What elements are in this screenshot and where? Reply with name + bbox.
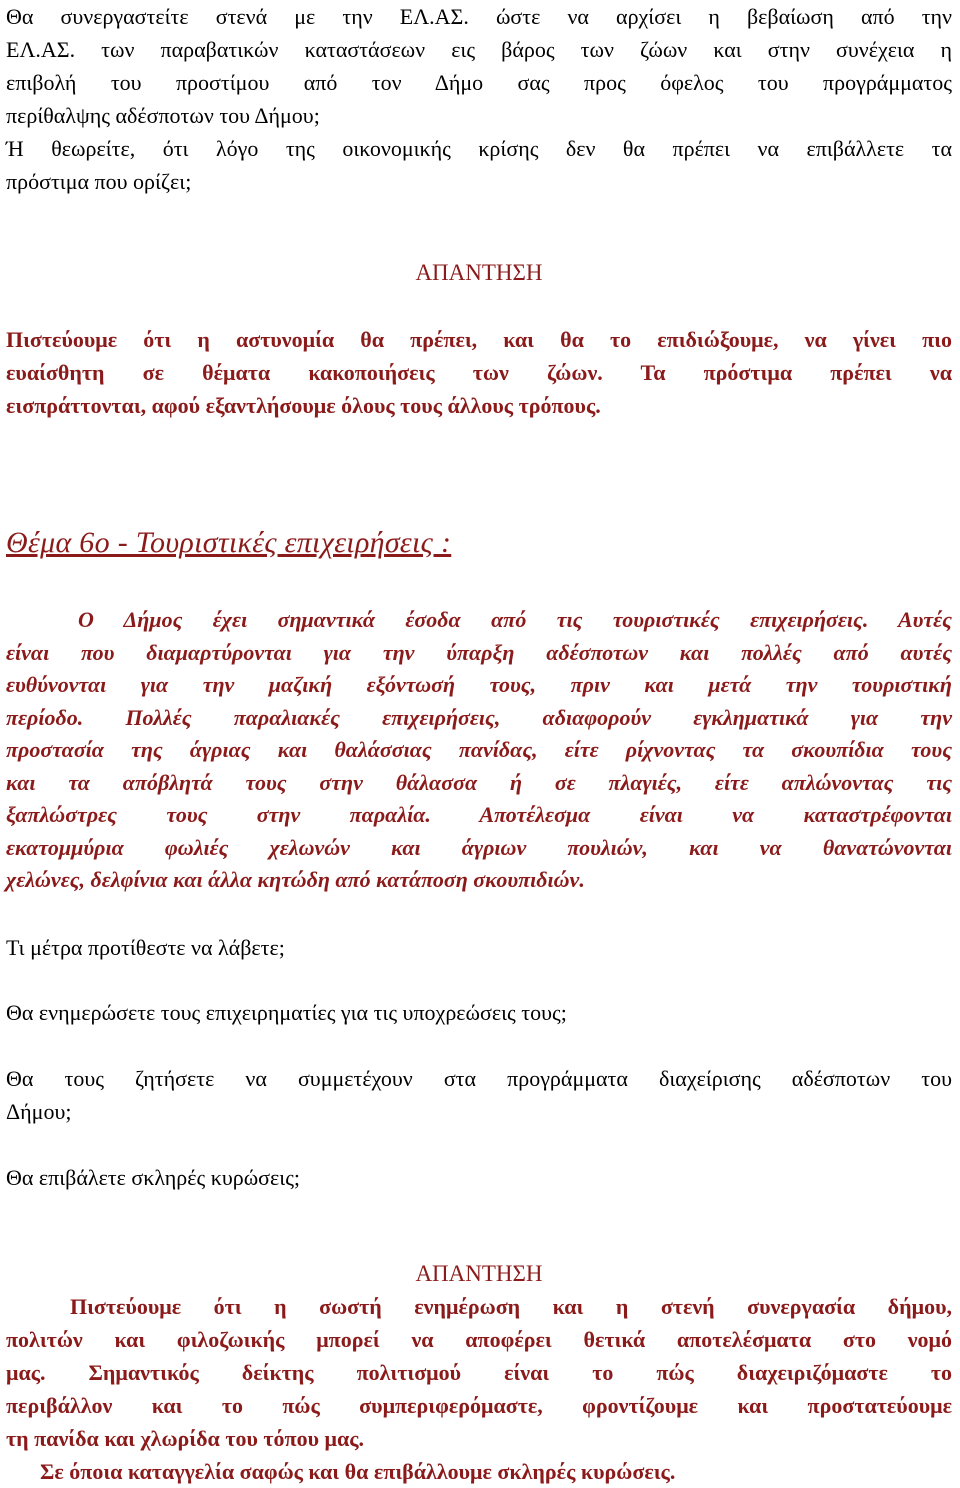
answer-line: εισπράττονται, αφού εξαντλήσουμε όλους τους άλλους τρόπους. — [6, 393, 601, 418]
answer-line: Πιστεύουμε ότι η αστυνομία θα πρέπει, και θα το επιδιώξουμε, να γίνει πιο — [6, 327, 952, 352]
topic-line: ξαπλώστρες τους στην παραλία. Αποτέλεσμα είναι να καταστρέφονται — [6, 802, 952, 827]
topic-line: περίοδο. Πολλές παραλιακές επιχειρήσεις, αδιαφορούν εγκληματικά για την — [6, 704, 952, 730]
intro-line: περίθαλψης αδέσποτων του Δήμου; — [6, 103, 320, 128]
answer-heading: ΑΠΑΝΤΗΣΗ — [415, 260, 543, 285]
answer-line: μας. Σημαντικός δείκτης πολιτισμού είναι το πώς διαχειριζόμαστε το — [6, 1360, 952, 1385]
answer-paragraph — [6, 1290, 952, 1455]
intro-line: Θα συνεργαστείτε στενά με την ΕΛ.ΑΣ. ώστε να αρχίσει η βεβαίωση από την — [6, 4, 952, 29]
topic-line: και τα απόβλητά τους στην θάλασσα ή σε πλαγιές, είτε απλώνοντας τις — [6, 769, 952, 795]
answer-line — [6, 1290, 952, 1323]
intro-line: ΕΛ.ΑΣ. των παραβατικών καταστάσεων εις βάρος των ζώων και στην συνέχεια η — [6, 37, 952, 62]
final-statement: Σε όποια καταγγελία σαφώς και θα επιβάλλουμε σκληρές κυρώσεις. — [40, 1459, 676, 1484]
topic-line — [6, 604, 952, 637]
topic-line: είναι που διαμαρτύρονται για την ύπαρξη αδέσποτων και πολλές από αυτές — [6, 639, 952, 665]
answer-line: πολιτών και φιλοζωικής μπορεί να αποφέρει θετικά αποτελέσματα στο νομό — [6, 1327, 952, 1352]
answer-heading: ΑΠΑΝΤΗΣΗ — [415, 1261, 543, 1286]
answer-line: ευαίσθητη σε θέματα κακοποιήσεις των ζώων. Τα πρόστιμα πρέπει να — [6, 360, 952, 385]
answer-sentence: Πιστεύουμε ότι η σωστή ενημέρωση και η στενή συνεργασία δήμου, — [70, 1294, 952, 1319]
intro-line: επιβολή του προστίμου από τον Δήμο σας προς όφελος του προγράμματος — [6, 70, 952, 95]
topic-line: προστασία της άγριας και θαλάσσιας πανίδας, είτε ρίχνοντας τα σκουπίδια τους — [6, 737, 952, 762]
answer-line: τη πανίδα και χλωρίδα του τόπου μας. — [6, 1426, 365, 1451]
intro-line: πρόστιμα που ορίζει; — [6, 169, 192, 194]
question-line: Δήμου; — [6, 1099, 72, 1124]
topic-line: χελώνες, δελφίνια και άλλα κητώδη από κατάποση σκουπιδιών. — [6, 867, 585, 892]
topic-line: ευθύνονται για την μαζική εξόντωσή τους, πριν και μετά την τουριστική — [6, 672, 952, 697]
question-line: Θα τους ζητήσετε να συμμετέχουν στα προγράμματα διαχείρισης αδέσποτων του — [6, 1066, 952, 1091]
question-sanctions: Θα επιβάλετε σκληρές κυρώσεις; — [6, 1165, 301, 1190]
answer-line: περιβάλλον και το πώς συμπεριφερόμαστε, φροντίζουμε και προστατεύουμε — [6, 1393, 952, 1418]
question-participate — [6, 1062, 952, 1128]
topic-title: Θέμα 6ο - Τουριστικές επιχειρήσεις : — [6, 526, 452, 559]
question-measures: Τι μέτρα προτίθεστε να λάβετε; — [6, 935, 285, 960]
topic-sentence: Ο Δήμος έχει σημαντικά έσοδα από τις τουριστικές επιχειρήσεις. Αυτές — [78, 607, 952, 632]
intro-line: Ή θεωρείτε, ότι λόγο της οικονομικής κρίσης δεν θα πρέπει να επιβάλλετε τα — [6, 136, 952, 161]
question-inform: Θα ενημερώσετε τους επιχειρηματίες για τις υποχρεώσεις τους; — [6, 1000, 567, 1025]
answer-paragraph — [6, 323, 952, 422]
topic-paragraph — [6, 604, 952, 897]
topic-line: εκατομμύρια φωλιές χελωνών και άγριων πουλιών, και να θανατώνονται — [6, 834, 952, 860]
intro-paragraph — [6, 0, 952, 198]
